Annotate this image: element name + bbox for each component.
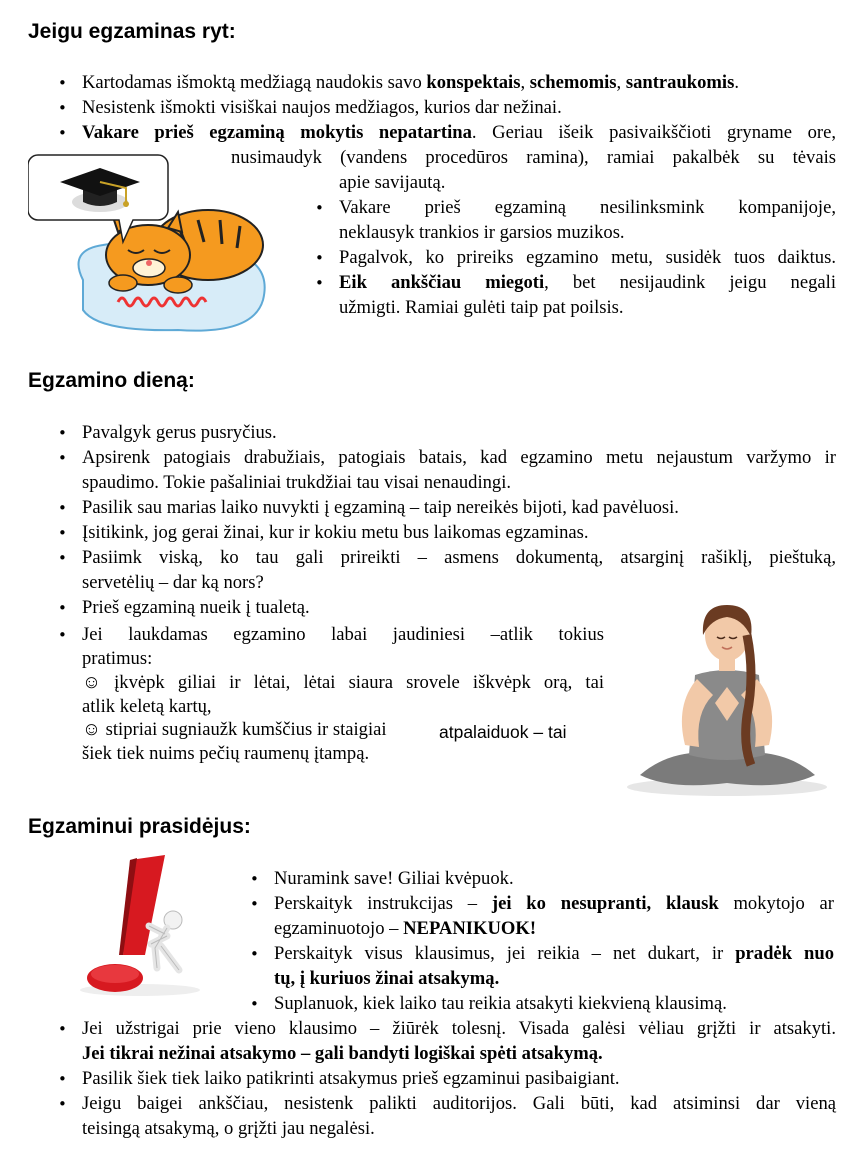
meditating-woman-illustration xyxy=(615,595,840,800)
list-item: • Nesistenk išmokti visiškai naujos medžiagos, kurios dar nežinai. xyxy=(82,96,836,121)
list-item-continuation: nusimaudyk (vandens procedūros ramina), ramiai pakalbėk su tėvais xyxy=(231,147,836,168)
list-item: • Perskaityk instrukcijas – jei ko nesupranti, klausk mokytojo ar xyxy=(274,892,834,917)
exercise-line: ☺ stipriai sugniaužk kumščius ir staigiai xyxy=(82,719,387,740)
list-item: • Pasilik šiek tiek laiko patikrinti atsakymus prieš egzaminui pasibaigiant. xyxy=(82,1067,836,1092)
list-item: • Jei laukdamas egzamino labai jaudiniesi –atlik tokius xyxy=(82,623,604,648)
list-item: • Prieš egzaminą nueik į tualetą. xyxy=(82,596,836,621)
list-item: • Pasilik sau marias laiko nuvykti į egzaminą – taip nereikės bijoti, kad pavėluosi. xyxy=(82,496,836,521)
list-item-continuation: apie savijautą. xyxy=(339,172,446,193)
section-heading-exam-day: Egzamino dieną: xyxy=(28,369,195,392)
list-item-continuation: pratimus: xyxy=(82,648,153,669)
sleeping-cat-illustration xyxy=(28,150,283,340)
list-item-continuation: Jei tikrai nežinai atsakymo – gali bandyti logiškai spėti atsakymą. xyxy=(82,1043,603,1064)
list-item: • Pavalgyk gerus pusryčius. xyxy=(82,421,836,446)
list-item: • Pagalvok, ko prireiks egzamino metu, susidėk tuos daiktus. xyxy=(339,246,836,271)
exercise-line: atlik keletą kartų, xyxy=(82,696,212,717)
list-item-continuation: neklausyk trankios ir garsios muzikos. xyxy=(339,222,625,243)
list-item: • Apsirenk patogiais drabužiais, patogiais batais, kad egzamino metu nejaustum varžymo ir xyxy=(82,446,836,471)
list-item: • Jei užstrigai prie vieno klausimo – žiūrėk tolesnį. Visada galėsi vėliau grįžti ir atsakyti. xyxy=(82,1017,836,1042)
list-item: • Perskaityk visus klausimus, jei reikia – net dukart, ir pradėk nuo xyxy=(274,942,834,967)
list-item: • Eik ankščiau miegoti, bet nesijaudink jeigu negali xyxy=(339,271,836,296)
list-item-continuation: egzaminuotojo – NEPANIKUOK! xyxy=(274,918,537,939)
exercise-line: šiek tiek nuims pečių raumenų įtampą. xyxy=(82,743,370,764)
list-item: • Nuramink save! Giliai kvėpuok. xyxy=(274,867,834,892)
exclamation-figure-illustration xyxy=(75,850,215,1000)
list-item-continuation: užmigti. Ramiai gulėti taip pat poilsis. xyxy=(339,297,624,318)
exercise-line: atpalaiduok – tai xyxy=(439,722,567,742)
section-heading-exam-started: Egzaminui prasidėjus: xyxy=(28,815,251,838)
list-item-continuation: teisingą atsakymą, o grįžti jau negalėsi. xyxy=(82,1118,375,1139)
list-item: • Įsitikink, jog gerai žinai, kur ir kokiu metu bus laikomas egzaminas. xyxy=(82,521,836,546)
list-item-continuation: spaudimo. Tokie pašaliniai trukdžiai tau visai nenaudingi. xyxy=(82,472,512,493)
list-item: • Vakare prieš egzaminą nesilinksmink kompanijoje, xyxy=(339,196,836,221)
list-item-continuation: servetėlių – dar ką nors? xyxy=(82,572,264,593)
list-item: • Suplanuok, kiek laiko tau reikia atsakyti kiekvieną klausimą. xyxy=(274,992,834,1017)
list-item: • Pasiimk viską, ko tau gali prireikti – asmens dokumentą, atsarginį rašiklį, pieštuką, xyxy=(82,546,836,571)
list-item: • Vakare prieš egzaminą mokytis nepatartina. Geriau išeik pasivaikščioti gryname ore, xyxy=(82,121,836,146)
section-heading-tomorrow: Jeigu egzaminas ryt: xyxy=(28,20,236,43)
list-item-continuation: tų, į kuriuos žinai atsakymą. xyxy=(274,968,500,989)
list-item: • Kartodamas išmoktą medžiagą naudokis savo konspektais, schemomis, santraukomis. xyxy=(82,71,836,96)
exercise-line: ☺ įkvėpk giliai ir lėtai, lėtai siaura srovele iškvėpk orą, tai xyxy=(82,672,604,693)
list-item: • Jeigu baigei ankščiau, nesistenk palikti auditorijos. Gali būti, kad atsiminsi dar vieną xyxy=(82,1092,836,1117)
